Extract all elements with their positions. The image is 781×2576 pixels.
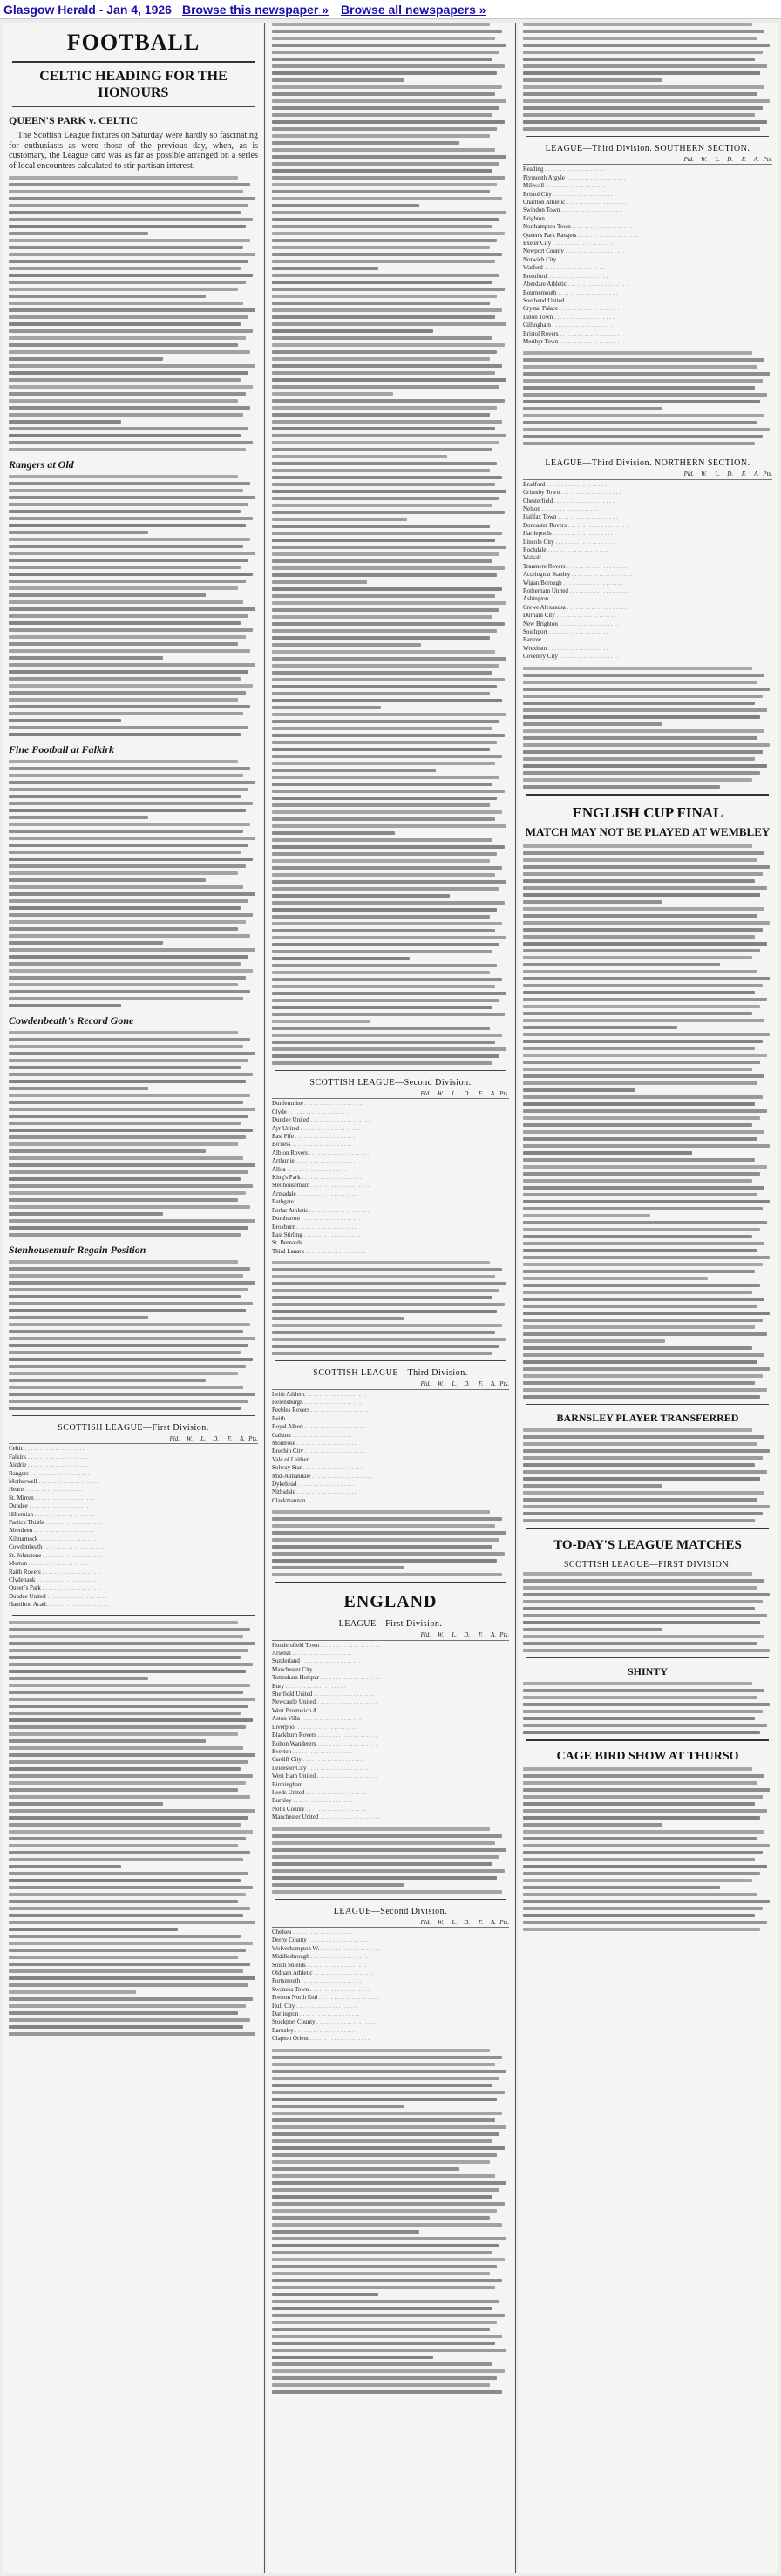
table-row: Falkirk . . .: [9, 1454, 258, 1461]
table-row: Sheffield United . . .: [272, 1691, 509, 1698]
headline: ENGLISH CUP FINAL: [572, 803, 723, 821]
table-row: South Shields . . .: [272, 1962, 509, 1969]
table-row: Helensburgh . . .: [272, 1399, 509, 1407]
table-row: Crystal Palace . . .: [523, 305, 772, 313]
table-row: Manchester United . . .: [272, 1813, 509, 1821]
table-row: Dundee United . . .: [272, 1116, 509, 1124]
league-heading: LEAGUE—First Division.: [338, 1619, 443, 1630]
table-row: Luton Town . . .: [523, 314, 772, 322]
table-row: Vale of Leithen . . .: [272, 1456, 509, 1464]
subheadline: MATCH MAY NOT BE PLAYED AT WEMBLEY: [525, 824, 771, 838]
table-row: Barrow . . .: [523, 636, 772, 644]
table-row: St. Bernards . . .: [272, 1239, 509, 1247]
table-row: Swansea Town . . .: [272, 1986, 509, 1994]
league-heading: LEAGUE—Third Division. SOUTHERN SECTION.: [545, 144, 750, 153]
fixtures-list: [523, 1572, 772, 1652]
league-heading: SCOTTISH LEAGUE—Third Division.: [313, 1368, 468, 1379]
table-row: Hull City . . .: [272, 2003, 509, 2010]
article-text: [9, 1260, 258, 1410]
divider: [526, 794, 769, 796]
table-row: Wolverhampton W. . . .: [272, 1945, 509, 1953]
table-row: Notts County . . .: [272, 1806, 509, 1813]
table-row: Clydebank . . .: [9, 1576, 258, 1584]
table-row: Southport . . .: [523, 628, 772, 636]
league-table: [272, 1380, 509, 1505]
table-row: Coventry City . . .: [523, 653, 772, 661]
table-row: Brechin City . . .: [272, 1447, 509, 1455]
table-row: Morton . . .: [9, 1560, 258, 1568]
table-row: Tranmere Rovers . . .: [523, 563, 772, 571]
table-row: Lincoln City . . .: [523, 539, 772, 546]
table-row: Bradford . . .: [523, 481, 772, 489]
table-row: Bury . . .: [272, 1683, 509, 1691]
table-row: Birmingham . . .: [272, 1781, 509, 1789]
results-text: [272, 1261, 509, 1355]
table-row: Albion Rovers . . .: [272, 1149, 509, 1157]
table-row: Arsenal . . .: [272, 1650, 509, 1657]
table-row: Huddersfield Town . . .: [272, 1642, 509, 1650]
table-row: Hartlepools . . .: [523, 530, 772, 538]
table-row: Grimsby Town . . .: [523, 489, 772, 497]
subheading: QUEEN'S PARK v. CELTIC: [9, 114, 139, 126]
headline: TO-DAY'S LEAGUE MATCHES: [553, 1537, 742, 1552]
table-row: Merthyr Town . . .: [523, 338, 772, 346]
table-header: Pld. W. L. D. F. A. Pts.: [9, 1435, 258, 1444]
table-row: Norwich City . . .: [523, 256, 772, 264]
divider: [12, 1615, 255, 1616]
league-table: [272, 1919, 509, 2044]
table-row: Brighton . . .: [523, 215, 772, 223]
subheading: BARNSLEY PLAYER TRANSFERRED: [556, 1411, 739, 1424]
table-row: Wigan Borough . . .: [523, 580, 772, 587]
league-table: [523, 156, 772, 346]
table-row: Swindon Town . . .: [523, 207, 772, 214]
table-row: Ashington . . .: [523, 595, 772, 603]
table-row: Portsmouth . . .: [272, 1977, 509, 1985]
table-row: Stenhousemuir . . .: [272, 1182, 509, 1190]
divider: [275, 1360, 506, 1361]
table-row: Peebles Rovers . . .: [272, 1407, 509, 1414]
table-row: Oldham Athletic . . .: [272, 1969, 509, 1977]
table-row: Manchester City . . .: [272, 1666, 509, 1674]
table-row: Bournemouth . . .: [523, 289, 772, 297]
table-row: Millwall . . .: [523, 182, 772, 190]
table-row: Halifax Town . . .: [523, 513, 772, 521]
league-table: [272, 1090, 509, 1256]
table-row: Royal Albert . . .: [272, 1423, 509, 1431]
table-row: East Stirling . . .: [272, 1231, 509, 1239]
source-title: Glasgow Herald - Jan 4, 1926: [3, 2, 172, 17]
table-row: Dumbarton . . .: [272, 1215, 509, 1223]
browse-newspaper-link[interactable]: Browse this newspaper »: [181, 2, 329, 17]
results-text: [523, 667, 772, 789]
table-row: Durham City . . .: [523, 612, 772, 620]
match-report: [9, 1621, 258, 2036]
table-row: Reading . . .: [523, 166, 772, 173]
league-heading: LEAGUE—Second Division.: [333, 1906, 448, 1916]
table-row: Montrose . . .: [272, 1440, 509, 1447]
table-row: Bathgate . . .: [272, 1198, 509, 1206]
table-row: Chelsea . . .: [272, 1929, 509, 1936]
table-row: Galston . . .: [272, 1432, 509, 1440]
table-row: Northampton Town . . .: [523, 223, 772, 231]
table-row: West Ham United . . .: [272, 1773, 509, 1780]
table-row: Sunderland . . .: [272, 1657, 509, 1665]
table-row: Armadale . . .: [272, 1190, 509, 1198]
league-heading: LEAGUE—Third Division. NORTHERN SECTION.: [545, 458, 750, 469]
table-row: Ayr United . . .: [272, 1125, 509, 1133]
table-row: Preston North End . . .: [272, 1994, 509, 2002]
column-rule: [515, 23, 516, 2573]
league-heading: SCOTTISH LEAGUE—FIRST DIVISION.: [563, 1559, 732, 1569]
table-row: Kilmarnock . . .: [9, 1535, 258, 1543]
table-row: Leith Athletic . . .: [272, 1391, 509, 1399]
table-row: Mid-Annandale . . .: [272, 1473, 509, 1481]
subheading: Stenhousemuir Regain Position: [9, 1244, 146, 1256]
table-row: Queen's Park Rangers . . .: [523, 232, 772, 240]
league-table: [272, 1631, 509, 1821]
table-row: Crewe Alexandra . . .: [523, 604, 772, 612]
section-title: FOOTBALL: [66, 30, 200, 55]
table-header: Pld. W. L. D. F. A. Pts.: [272, 1380, 509, 1389]
table-row: Newport County . . .: [523, 247, 772, 255]
table-row: Airdrie . . .: [9, 1461, 258, 1469]
column-2: [267, 23, 514, 2573]
divider: [526, 1528, 769, 1529]
article-intro: The Scottish League fixtures on Saturday were hardly so fascinating for enthusiasts as were those of the previous day, when, as is customary, the League card was as far as possible arranged on a series of local encounters calculated to stir partisan interest.: [9, 131, 258, 171]
divider: [12, 106, 255, 107]
article-text: [9, 1031, 258, 1237]
divider: [526, 136, 769, 137]
column-rule: [264, 23, 265, 2573]
table-row: East Fife . . .: [272, 1133, 509, 1141]
table-row: Queen's Park . . .: [9, 1584, 258, 1592]
table-row: Solway Star . . .: [272, 1464, 509, 1472]
table-row: Plymouth Argyle . . .: [523, 174, 772, 182]
league-heading: SCOTTISH LEAGUE—Second Division.: [309, 1078, 472, 1088]
table-row: Cowdenbeath . . .: [9, 1543, 258, 1551]
article-text: [523, 1682, 772, 1734]
table-row: Watford . . .: [523, 264, 772, 272]
table-row: Arthurlie . . .: [272, 1157, 509, 1165]
table-row: Nelson . . .: [523, 505, 772, 513]
table-header: Pld. W. L. D. F. A. Pts.: [523, 156, 772, 165]
table-row: Aberdeen . . .: [9, 1527, 258, 1535]
table-row: Barnsley . . .: [272, 2027, 509, 2035]
table-row: Clackmannan . . .: [272, 1497, 509, 1505]
table-row: Darlington . . .: [272, 2010, 509, 2018]
browser-toolbar: [0, 0, 781, 19]
divider: [275, 1582, 506, 1583]
table-row: Exeter City . . .: [523, 240, 772, 247]
table-row: Nithsdale . . .: [272, 1488, 509, 1496]
table-row: Broxburn . . .: [272, 1224, 509, 1231]
table-row: Motherwell . . .: [9, 1478, 258, 1486]
section-title: ENGLAND: [343, 1592, 438, 1612]
table-row: Derby County . . .: [272, 1936, 509, 1944]
table-row: Third Lanark . . .: [272, 1248, 509, 1256]
results-text: [272, 1827, 509, 1894]
article-text: [9, 176, 258, 451]
table-row: Clapton Orient . . .: [272, 2035, 509, 2043]
table-row: Doncaster Rovers . . .: [523, 522, 772, 530]
league-table: [9, 1435, 258, 1610]
subheading: SHINTY: [627, 1664, 668, 1678]
table-row: St. Johnstone . . .: [9, 1552, 258, 1560]
table-row: Dunfermline . . .: [272, 1100, 509, 1108]
table-row: Alloa . . .: [272, 1166, 509, 1174]
column-3: [518, 23, 778, 2573]
subheading: Fine Football at Falkirk: [9, 743, 115, 756]
table-row: Forfar Athletic . . .: [272, 1207, 509, 1215]
article-text: [523, 844, 772, 1399]
table-row: Newcastle United . . .: [272, 1698, 509, 1706]
browse-all-newspapers-link[interactable]: Browse all newspapers »: [341, 2, 486, 17]
divider: [275, 1070, 506, 1071]
table-row: Celtic . . .: [9, 1445, 258, 1453]
table-row: Hamilton Acad. . . .: [9, 1601, 258, 1609]
results-text: [523, 23, 772, 131]
table-row: Dundee United . . .: [9, 1593, 258, 1601]
table-row: Blackburn Rovers . . .: [272, 1732, 509, 1739]
table-row: Rangers . . .: [9, 1470, 258, 1478]
headline: CAGE BIRD SHOW AT THURSO: [556, 1749, 739, 1763]
subheading: Cowdenbeath's Record Gone: [9, 1014, 134, 1027]
newspaper-scan[interactable]: [0, 19, 781, 2576]
table-row: Dykehead . . .: [272, 1481, 509, 1488]
article-text: [523, 1428, 772, 1522]
table-row: Liverpool . . .: [272, 1724, 509, 1732]
table-row: Southend United . . .: [523, 297, 772, 305]
table-row: West Bromwich A. . . .: [272, 1707, 509, 1715]
league-table: [523, 471, 772, 661]
table-header: Pld. W. L. D. F. A. Pts.: [523, 471, 772, 479]
table-row: Aberdare Athletic . . .: [523, 281, 772, 288]
results-text: [272, 2049, 509, 2394]
results-text: [523, 351, 772, 445]
league-heading: SCOTTISH LEAGUE—First Division.: [58, 1423, 209, 1433]
table-row: Clyde . . .: [272, 1108, 509, 1116]
table-row: Bolton Wanderers . . .: [272, 1740, 509, 1748]
table-header: Pld. W. L. D. F. A. Pts.: [272, 1919, 509, 1928]
table-row: Wrexham . . .: [523, 645, 772, 653]
table-row: Middlesbrough . . .: [272, 1953, 509, 1961]
divider: [526, 1404, 769, 1405]
article-text: [523, 1767, 772, 1931]
table-row: Hearts . . .: [9, 1486, 258, 1494]
table-row: New Brighton . . .: [523, 620, 772, 628]
article-text: [9, 760, 258, 1007]
article-text: [9, 475, 258, 736]
table-row: Raith Rovers . . .: [9, 1569, 258, 1576]
table-row: Leeds United . . .: [272, 1789, 509, 1797]
table-row: Aston Villa . . .: [272, 1715, 509, 1723]
divider: [12, 61, 255, 63]
match-report: [272, 23, 509, 1065]
table-row: Everton . . .: [272, 1748, 509, 1756]
table-row: Dundee . . .: [9, 1502, 258, 1510]
results-text: [272, 1510, 509, 1576]
table-row: Tottenham Hotspur . . .: [272, 1674, 509, 1682]
table-row: St. Mirren . . .: [9, 1495, 258, 1502]
table-row: Leicester City . . .: [272, 1765, 509, 1773]
table-row: Bristol City . . .: [523, 191, 772, 199]
table-row: Stockport County . . .: [272, 2018, 509, 2026]
table-row: Accrington Stanley . . .: [523, 571, 772, 579]
table-header: Pld. W. L. D. F. A. Pts.: [272, 1090, 509, 1099]
table-row: Hibernian . . .: [9, 1511, 258, 1519]
table-row: Rochdale . . .: [523, 546, 772, 554]
table-row: Bristol Rovers . . .: [523, 330, 772, 338]
table-row: Rotherham United . . .: [523, 587, 772, 595]
table-row: Bo'ness . . .: [272, 1141, 509, 1149]
table-row: Beith . . .: [272, 1415, 509, 1423]
table-row: Burnley . . .: [272, 1797, 509, 1805]
column-1: [3, 23, 263, 2573]
table-row: Gillingham . . .: [523, 322, 772, 329]
divider: [12, 1415, 255, 1416]
divider: [275, 1899, 506, 1900]
table-row: Partick Thistle . . .: [9, 1519, 258, 1527]
table-header: Pld. W. L. D. F. A. Pts.: [272, 1631, 509, 1640]
headline: CELTIC HEADING FOR THE HONOURS: [39, 69, 228, 100]
divider: [526, 1739, 769, 1741]
table-row: Brentford . . .: [523, 273, 772, 281]
table-row: Chesterfield . . .: [523, 498, 772, 505]
table-row: Charlton Athletic . . .: [523, 199, 772, 207]
table-row: King's Park . . .: [272, 1174, 509, 1182]
divider: [526, 1657, 769, 1658]
table-row: Walsall . . .: [523, 554, 772, 562]
table-row: Cardiff City . . .: [272, 1756, 509, 1764]
subheading: Rangers at Old: [9, 458, 74, 471]
